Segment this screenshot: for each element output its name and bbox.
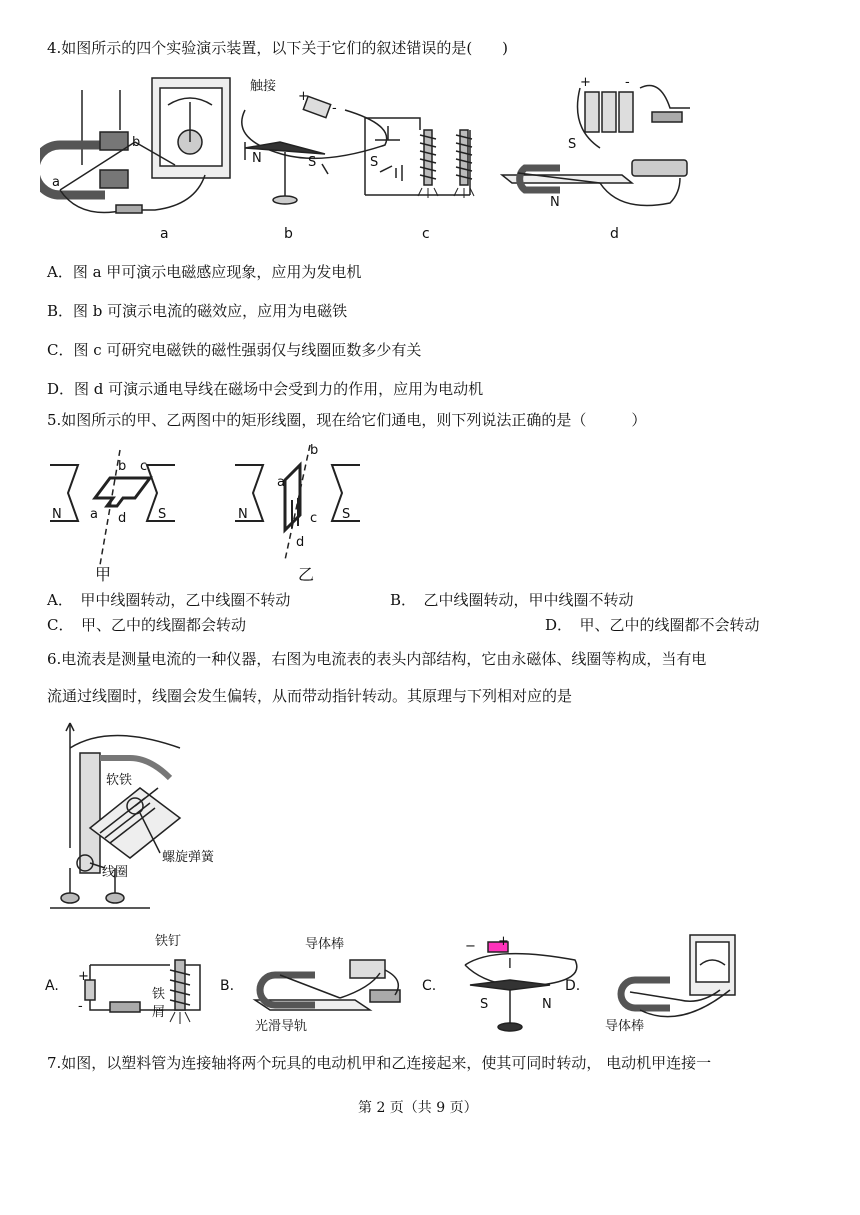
q5-yi-label: 乙: [298, 565, 315, 584]
q4-fig-d: [502, 86, 690, 206]
q4-figure: [40, 70, 720, 245]
q4-b-N: N: [252, 151, 262, 166]
q4-b-S: S: [308, 155, 317, 170]
q4-b-plus: +: [298, 89, 309, 104]
q5-jia-d: d: [118, 511, 127, 526]
q4-c-S: S: [370, 155, 379, 170]
q6-stem-line1: 6.电流表是测量电流的一种仪器，右图为电流表的表头内部结构，它由永磁体、线圈等构成，当有电: [47, 650, 707, 668]
q5-yi-b: b: [310, 443, 319, 458]
q4-b-minus: -: [332, 101, 337, 116]
q5-option-d: D． 甲、乙中的线圈都不会转动: [545, 616, 760, 634]
q5-option-b: B． 乙中线圈转动，甲中线圈不转动: [390, 591, 634, 609]
q6-optC-minus: −: [465, 939, 476, 954]
q4-d-minus: -: [625, 75, 630, 90]
page-footer: 第 2 页（共 9 页）: [358, 1100, 478, 1116]
q6-coil-label: 线圈: [102, 865, 129, 880]
q5-yi-d: d: [296, 535, 305, 550]
q5-yi-c: c: [310, 511, 318, 526]
q5-fig-jia: [50, 450, 175, 565]
q4-option-d: D．图 d 可演示通电导线在磁场中会受到力的作用，应用为电动机: [47, 380, 484, 398]
q5-figure: [40, 440, 380, 585]
q6-optD-generator: [621, 935, 735, 1017]
q6-optD-rod: 导体棒: [605, 1019, 645, 1034]
q6-opt-letter-d: D.: [565, 978, 581, 994]
q5-jia-b: b: [118, 459, 127, 474]
q5-yi-S: S: [342, 507, 351, 522]
q7-stem: 7.如图，以塑料管为连接轴将两个玩具的电动机甲和乙连接起来，使其可同时转动， 电动机甲连接一: [47, 1054, 712, 1072]
q4-caption-c: c: [422, 226, 430, 242]
q5-jia-a: a: [90, 507, 98, 522]
q6-optC-I: I: [508, 957, 512, 972]
q6-optA-circuit: [85, 960, 200, 1024]
q4-b-contact: 触接: [250, 79, 277, 94]
q6-optB-rod: 导体棒: [305, 937, 345, 952]
q5-option-a: A． 甲中线圈转动，乙中线圈不转动: [47, 591, 291, 609]
q6-opt-letter-a: A.: [45, 978, 59, 994]
q5-yi-N: N: [238, 507, 248, 522]
q6-optC-plus: +: [498, 934, 509, 949]
q4-fig-c: [365, 118, 474, 198]
q5-jia-N: N: [52, 507, 62, 522]
q6-optC-compass: [465, 942, 577, 1031]
q5-option-c: C． 甲、乙中的线圈都会转动: [47, 616, 246, 634]
q6-optC-S: S: [480, 997, 489, 1012]
q4-option-c: C．图 c 可研究电磁铁的磁性强弱仅与线圈匝数多少有关: [47, 341, 422, 359]
q6-stem-line2: 流通过线圈时，线圈会发生偏转，从而带动指针转动。其原理与下列相对应的是: [47, 687, 573, 705]
q5-yi-a: a: [277, 475, 285, 490]
q6-options-figure: [40, 930, 820, 1040]
q5-jia-c: c: [140, 459, 148, 474]
q5-jia-S: S: [158, 507, 167, 522]
q6-soft-iron-label: 软铁: [106, 773, 133, 788]
q6-optA-minus: -: [78, 999, 83, 1014]
q5-stem: 5.如图所示的甲、乙两图中的矩形线圈，现在给它们通电，则下列说法正确的是（ ）: [47, 411, 647, 429]
q6-meter-figure: [40, 718, 250, 918]
q6-optA-filings-1: 铁: [152, 987, 166, 1002]
q4-option-a: A．图 a 甲可演示电磁感应现象，应用为发电机: [47, 263, 362, 281]
q6-opt-letter-b: B.: [220, 978, 235, 994]
q4-d-plus: +: [580, 75, 591, 90]
q4-option-b: B．图 b 可演示电流的磁效应，应用为电磁铁: [47, 302, 348, 320]
q4-d-N: N: [550, 195, 560, 210]
q6-meter-structure: [50, 723, 180, 908]
q5-jia-label: 甲: [95, 565, 112, 584]
q4-caption-a: a: [160, 226, 169, 242]
q4-b-letter: b: [132, 135, 141, 150]
q4-caption-b: b: [284, 226, 293, 242]
q6-optA-filings-2: 屑: [152, 1005, 166, 1020]
q4-a-letter: a: [52, 175, 60, 190]
q6-optA-plus: +: [78, 969, 89, 984]
q6-optB-rails: [255, 960, 400, 1010]
q6-optC-N: N: [542, 997, 552, 1012]
q6-optB-rail: 光滑导轨: [255, 1019, 308, 1034]
q6-optA-nail: 铁钉: [155, 934, 182, 949]
q4-stem: 4.如图所示的四个实验演示装置，以下关于它们的叙述错误的是( ): [47, 39, 509, 57]
q4-d-S: S: [568, 137, 577, 152]
q6-spiral-spring-label: 螺旋弹簧: [162, 850, 215, 865]
q6-opt-letter-c: C.: [422, 978, 437, 994]
q4-caption-d: d: [610, 226, 619, 242]
